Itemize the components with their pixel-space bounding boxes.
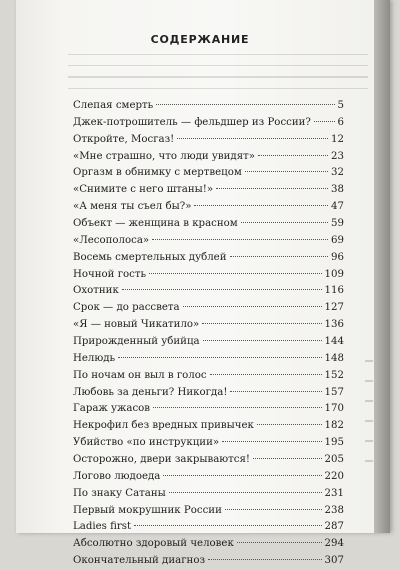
toc-entry-title: Ladies first (73, 521, 132, 533)
toc-entry (73, 519, 344, 536)
toc-entry-page-number: 205 (324, 454, 344, 466)
dot-leader (314, 121, 335, 122)
dot-leader (156, 104, 334, 105)
dot-leader (230, 256, 329, 257)
toc-entry (73, 115, 344, 132)
dot-leader (245, 171, 328, 172)
toc-entry-title: Некрофил без вредных привычек (73, 420, 254, 432)
toc-entry-page-number: 157 (324, 386, 344, 398)
toc-entry (73, 486, 344, 503)
dot-leader (216, 188, 328, 189)
toc-entry (73, 132, 344, 149)
dot-leader (153, 407, 322, 408)
toc-entry-page-number: 231 (324, 487, 344, 499)
toc-entry-page-number: 287 (324, 521, 344, 533)
toc-entry-title: Джек-потрошитель — фельдшер из России? (73, 116, 311, 128)
toc-entry-page-number: 170 (324, 403, 344, 415)
toc-entry (73, 216, 344, 233)
toc-entry-page-number: 38 (331, 184, 344, 196)
toc-entry-page-number: 307 (324, 555, 344, 567)
dot-leader (122, 289, 322, 290)
dot-leader (230, 391, 321, 392)
toc-entry-page-number: 116 (324, 285, 344, 297)
bleed-through-text (68, 44, 368, 94)
toc-entry (73, 98, 344, 115)
toc-entry-title: Ночной гость (73, 268, 147, 280)
toc-entry-title: Логово людоеда (73, 470, 161, 482)
toc-entry-page-number: 148 (324, 352, 344, 364)
dot-leader (210, 374, 322, 375)
toc-entry-title: «Лесополоса» (73, 234, 150, 246)
toc-entry-page-number: 69 (331, 234, 344, 246)
dot-leader (194, 205, 328, 206)
toc-entry-page-number: 23 (331, 150, 344, 162)
toc-entry (73, 283, 344, 300)
toc-entry-page-number: 136 (324, 319, 344, 331)
dot-leader (237, 542, 322, 543)
toc-entry-page-number: 47 (331, 201, 344, 213)
toc-entry-title: Слепая смерть (73, 100, 154, 111)
toc-entry (73, 233, 344, 250)
toc-entry (73, 469, 344, 486)
dot-leader (222, 441, 321, 442)
toc-entry-title: Прирожденный убийца (73, 336, 200, 348)
dot-leader (241, 222, 328, 223)
toc-entry-title: Гараж ужасов (73, 403, 151, 415)
toc-entry (73, 165, 344, 182)
toc-entry-title: «Снимите с него штаны!» (73, 184, 214, 196)
toc-entry-page-number: 182 (324, 420, 344, 432)
toc-entry-page-number: 294 (324, 538, 344, 550)
dot-leader (169, 492, 322, 493)
toc-entry-title: Охотник (73, 285, 119, 297)
toc-entry-title: «Я — новый Чикатило» (73, 319, 200, 331)
page-title: СОДЕРЖАНИЕ (150, 33, 250, 46)
dot-leader (183, 306, 322, 307)
toc-entry-title: Восемь смертельных дублей (73, 251, 227, 263)
toc-entry (73, 401, 344, 418)
toc-entry-page-number: 220 (324, 470, 344, 482)
toc-entry (73, 267, 344, 284)
dot-leader (257, 424, 322, 425)
dot-leader (163, 475, 321, 476)
toc-entry (73, 199, 344, 216)
toc-entry-title: Объект — женщина в красном (73, 218, 238, 230)
toc-entry (73, 435, 344, 452)
toc-entry-title: Первый мокрушник России (73, 504, 222, 516)
toc-entry-title: Окончательный диагноз (73, 555, 206, 567)
toc-entry-page-number: 59 (331, 218, 344, 230)
dot-leader (203, 340, 322, 341)
dot-leader (134, 525, 321, 526)
toc-entry (73, 149, 344, 166)
toc-entry (73, 300, 344, 317)
toc-entry-title: «А меня ты съел бы?» (73, 201, 192, 213)
toc-entry-title: Срок — до рассвета (73, 302, 180, 314)
toc-entry-title: По ночам он выл в голос (73, 369, 207, 381)
toc-entry-page-number: 238 (324, 504, 344, 516)
dot-leader (152, 239, 328, 240)
toc-entry (73, 385, 344, 402)
toc-entry-page-number: 6 (337, 116, 344, 128)
toc-entry-page-number: 195 (324, 437, 344, 449)
toc-entry-title: По знаку Сатаны (73, 487, 166, 499)
toc-entry (73, 317, 344, 334)
dot-leader (149, 273, 321, 274)
toc-entry (73, 182, 344, 199)
toc-entry-title: «Мне страшно, что люди увидят» (73, 150, 256, 162)
toc-entry (73, 503, 344, 520)
toc-entry-title: Оргазм в обнимку с мертвецом (73, 167, 242, 179)
toc-entry-page-number: 32 (331, 167, 344, 179)
toc-entry-page-number: 127 (324, 302, 344, 314)
margin-marks (365, 360, 373, 480)
toc-entry (73, 250, 344, 267)
dot-leader (202, 323, 321, 324)
toc-entry (73, 351, 344, 368)
dot-leader (118, 357, 321, 358)
dot-leader (177, 138, 328, 139)
toc-entry-page-number: 152 (324, 369, 344, 381)
toc-entry-page-number: 144 (324, 336, 344, 348)
toc-entry-title: Абсолютно здоровый человек (73, 538, 234, 550)
dot-leader (258, 155, 328, 156)
toc-entry-page-number: 96 (331, 251, 344, 263)
toc-entry (73, 418, 344, 435)
toc-entry-page-number: 109 (324, 268, 344, 280)
toc-entry-page-number: 12 (331, 133, 344, 145)
toc-entry (73, 334, 344, 351)
dot-leader (208, 559, 322, 560)
dot-leader (225, 509, 322, 510)
toc-entry (73, 553, 344, 570)
toc-entry (73, 452, 344, 469)
toc-entry-title: Любовь за деньги? Никогда! (73, 386, 228, 398)
toc-entry-title: Осторожно, двери закрываются! (73, 454, 251, 466)
dot-leader (253, 458, 322, 459)
toc-entry-title: Убийство «по инструкции» (73, 437, 220, 449)
toc-entry-title: Откройте, Мосгаз! (73, 133, 175, 145)
toc-entry-title: Нелюдь (73, 352, 116, 364)
table-of-contents (73, 98, 344, 570)
toc-entry-page-number: 5 (337, 100, 344, 111)
toc-entry (73, 536, 344, 553)
toc-entry (73, 368, 344, 385)
page-edge-shadow (374, 0, 390, 533)
